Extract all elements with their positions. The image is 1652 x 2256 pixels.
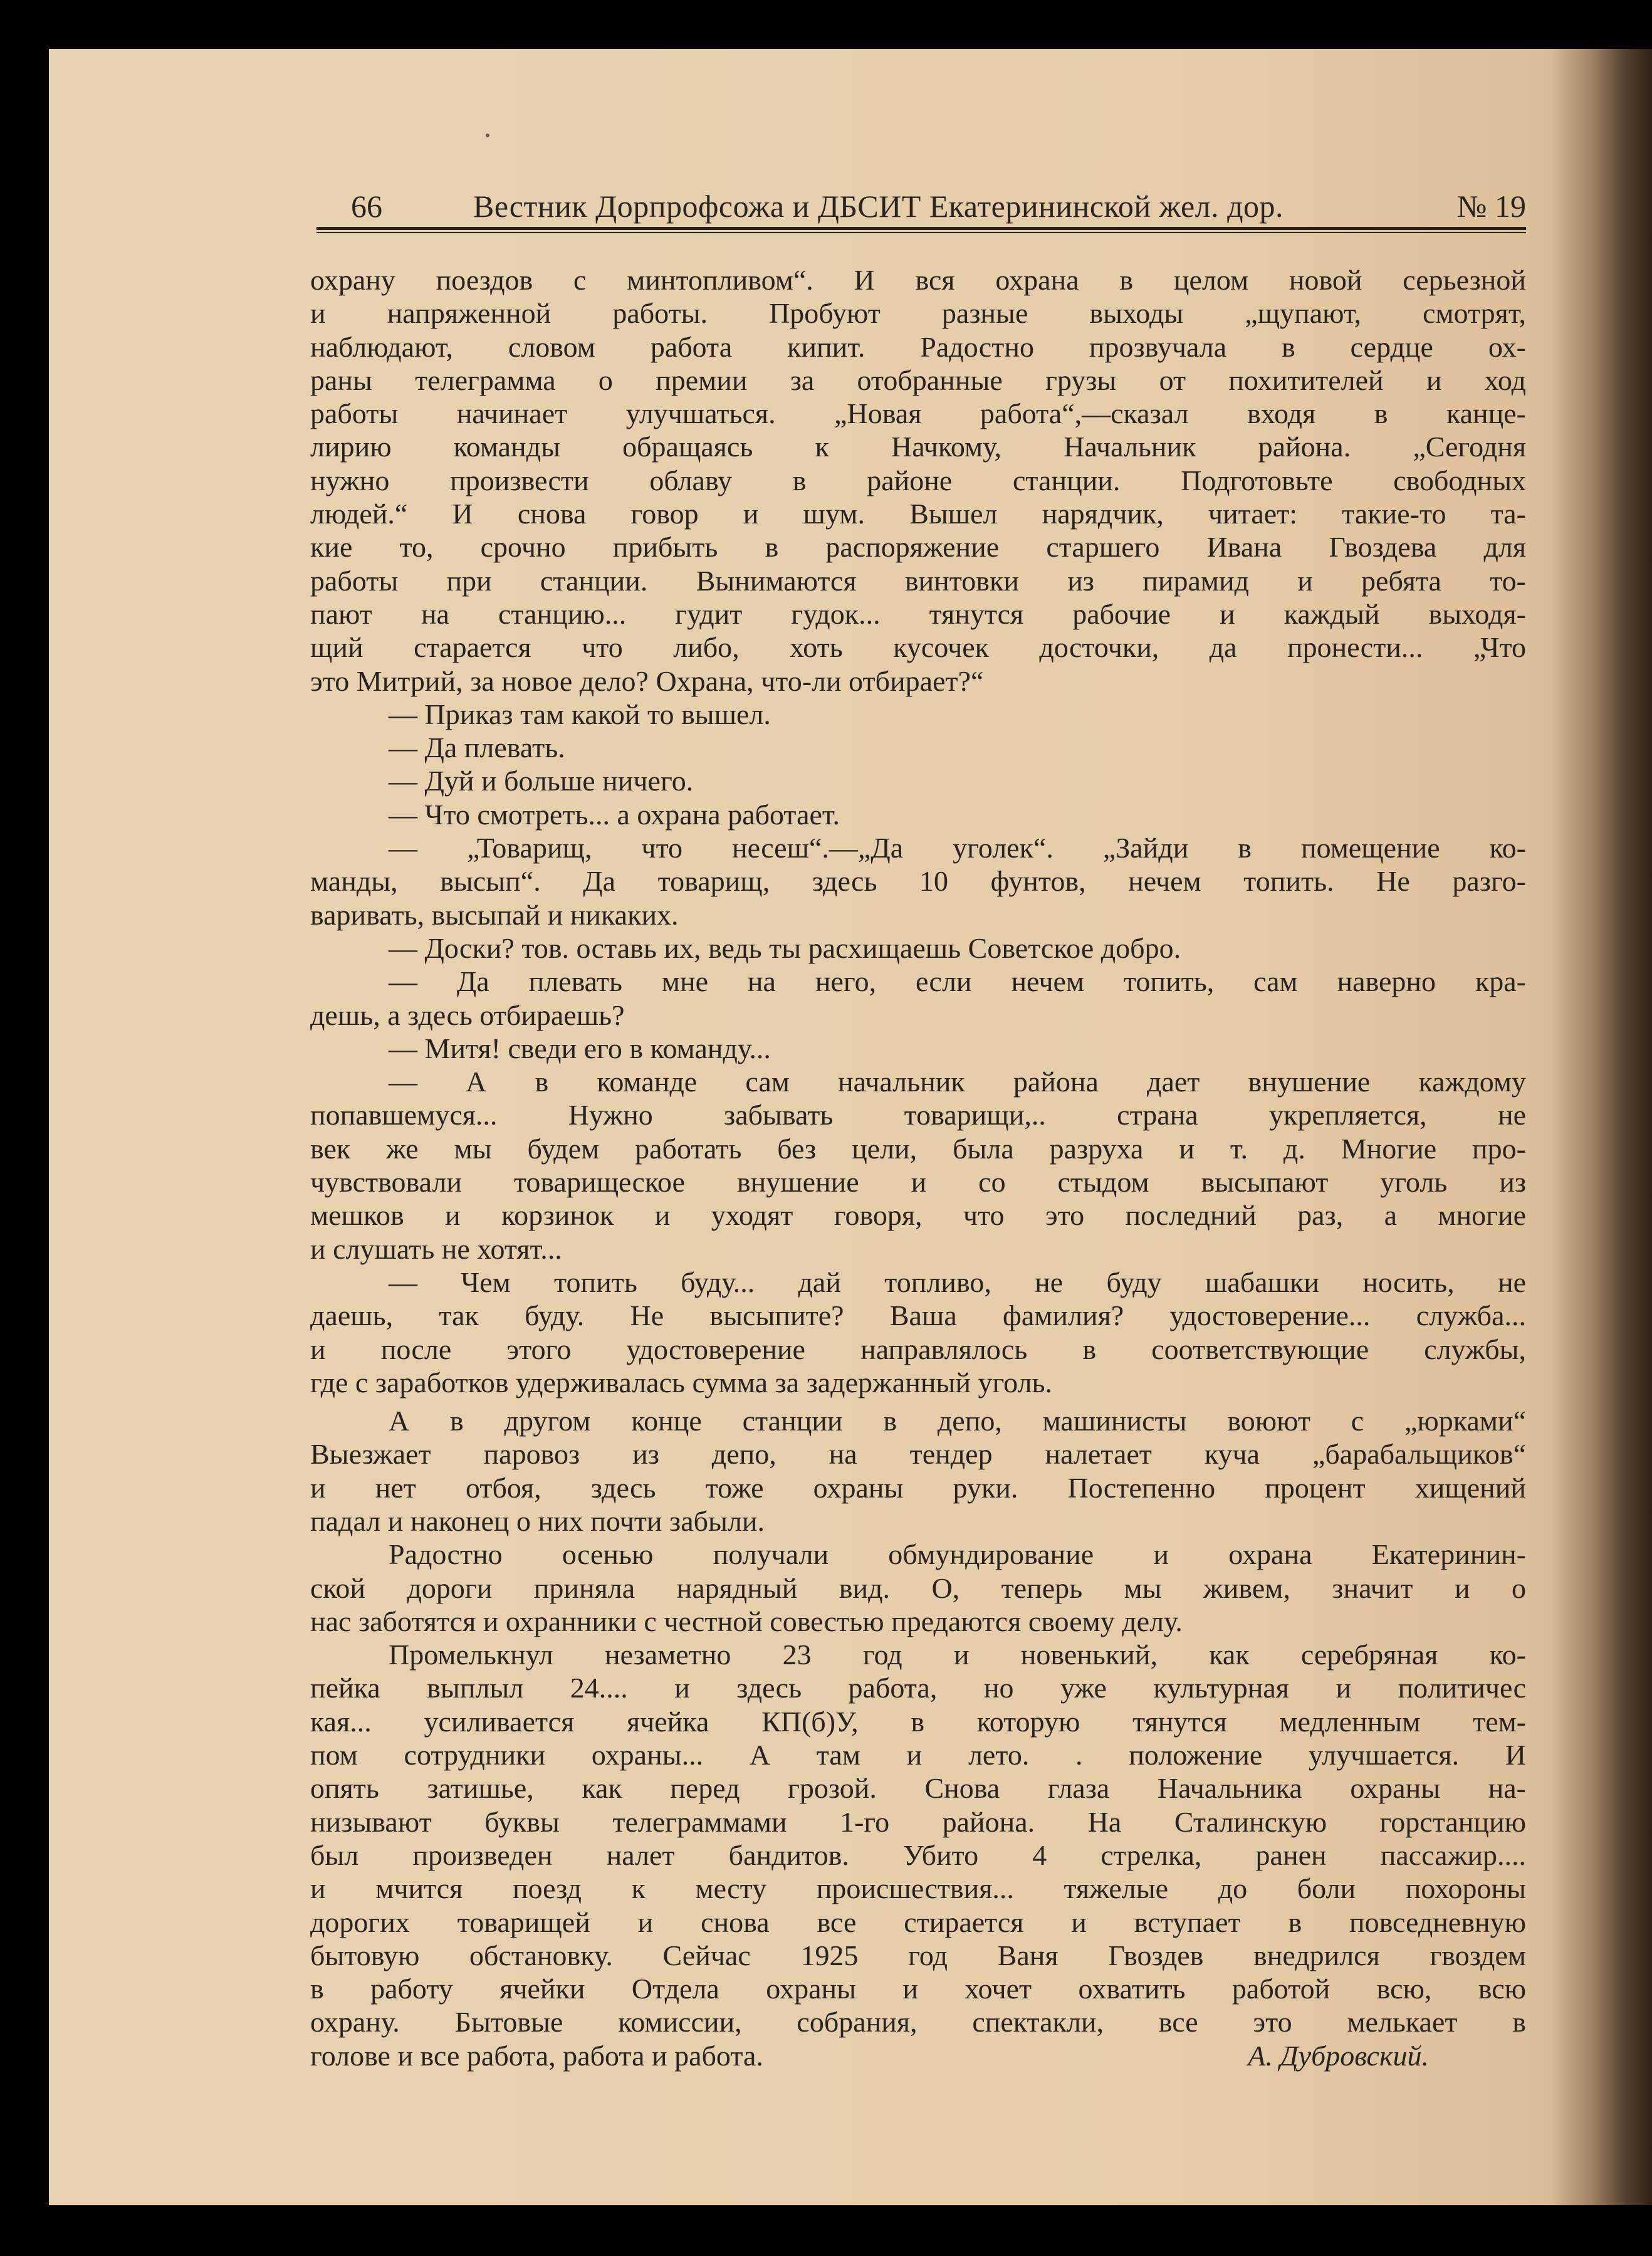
text-line: пейка выплыл 24.... и здесь работа, но уже культурная и политичес (310, 1672, 1526, 1704)
text-line: в работу ячейки Отдела охраны и хочет охватить работой всю, всю (310, 1973, 1526, 2005)
text-line: дешь, а здесь отбираешь? (310, 999, 625, 1031)
dialogue-line: — А в команде сам начальник района дает внушение каждому (389, 1066, 1526, 1098)
text-line: и мчится поезд к месту происшествия... тяжелые до боли похороны (310, 1872, 1526, 1905)
dialogue-line: — Митя! сведи его в команду... (389, 1032, 771, 1064)
text-line: и после этого удостоверение направлялось в соответствующие службы, (310, 1333, 1526, 1365)
text-line: варивать, высыпай и никаких. (310, 898, 679, 931)
issue-number: № 19 (1456, 189, 1526, 224)
paragraph-first-line: Радостно осенью получали обмундирование и охрана Екатеринин- (389, 1538, 1526, 1571)
text-line: голове и все работа, работа и работа. (310, 2039, 763, 2072)
text-line: Выезжает паровоз из депо, на тендер налетает куча „барабальщиков“ (310, 1438, 1526, 1471)
text-line: нас заботятся и охранники с честной совестью предаются своему делу. (310, 1605, 1183, 1637)
dialogue-line: — Приказ там какой то вышел. (389, 698, 771, 730)
ink-speck (486, 134, 489, 137)
dialogue-line: — „Товарищ, что несеш“.—„Да уголек“. „Зайди в помещение ко- (389, 832, 1526, 864)
text-line: был произведен налет бандитов. Убито 4 стрелка, ранен пассажир.... (310, 1839, 1526, 1871)
running-header (316, 188, 1526, 226)
text-line: пом сотрудники охраны... А там и лето. . положение улучшается. И (310, 1739, 1526, 1771)
dialogue-line: — Чем топить буду... дай топливо, не буду шабашки носить, не (389, 1266, 1526, 1298)
text-line: работы при станции. Вынимаются винтовки из пирамид и ребята то- (310, 564, 1526, 597)
text-line: век же мы будем работать без цели, была разруха и т. д. Многие про- (310, 1132, 1526, 1165)
text-line: это Митрий, за новое дело? Охрана, что-ли отбирает?“ (310, 664, 984, 697)
text-line: людей.“ И снова говор и шум. Вышел нарядчик, читает: такие-то та- (310, 498, 1526, 530)
dialogue-line: — Да плевать мне на него, если нечем топить, сам наверно кра- (389, 965, 1526, 998)
text-line: и слушать не хотят... (310, 1232, 562, 1265)
text-line: лирию команды обращаясь к Начкому, Начальник района. „Сегодня (310, 431, 1526, 463)
text-line: охрану поездов с минтопливом“. И вся охрана в целом новой серьезной (310, 264, 1526, 296)
journal-title: Вестник Дорпрофсожа и ДБСИТ Екатерининской жел. дор. (473, 189, 1284, 224)
text-line: охрану. Бытовые комиссии, собрания, спектакли, все это мелькает в (310, 2006, 1526, 2038)
article-body (310, 263, 1526, 2072)
text-line: низывают буквы телеграммами 1-го района. На Сталинскую горстанцию (310, 1805, 1526, 1838)
text-line: пают на станцию... гудит гудок... тянутся рабочие и каждый выходя- (310, 597, 1526, 630)
text-line: попавшемуся... Нужно забывать товарищи,.. страна укрепляется, не (310, 1099, 1526, 1131)
page-number: 66 (351, 189, 382, 224)
author-signature: А. Дубровский. (1248, 2039, 1429, 2072)
paragraph-first-line: Промелькнул незаметно 23 год и новенький, как серебряная ко- (389, 1639, 1526, 1671)
text-line: где с заработков удерживалась сумма за задержанный уголь. (310, 1366, 1053, 1398)
dialogue-line: — Да плевать. (389, 732, 565, 764)
text-line: манды, высып“. Да товарищ, здесь 10 фунтов, нечем топить. Не разго- (310, 865, 1526, 898)
text-line: бытовую обстановку. Сейчас 1925 год Ваня Гвоздев внедрился гвоздем (310, 1939, 1526, 1971)
text-line: опять затишье, как перед грозой. Снова глаза Начальника охраны на- (310, 1772, 1526, 1805)
header-rule (316, 227, 1526, 233)
text-line: нужно произвести облаву в районе станции. Подготовьте свободных (310, 464, 1526, 496)
text-line: ской дороги приняла нарядный вид. О, теперь мы живем, значит и о (310, 1571, 1526, 1604)
text-line: работы начинает улучшаться. „Новая работа“,—сказал входя в канце- (310, 397, 1526, 430)
text-line: щий старается что либо, хоть кусочек досточки, да пронести... „Что (310, 631, 1526, 664)
text-line: раны телеграмма о премии за отобранные грузы от похитителей и ход (310, 364, 1526, 396)
dialogue-line: — Дуй и больше ничего. (389, 765, 694, 797)
dialogue-line: — Что смотреть... а охрана работает. (389, 798, 840, 831)
closing-line (310, 2039, 1526, 2072)
text-line: дорогих товарищей и снова все стирается и вступает в повседневную (310, 1906, 1526, 1938)
text-line: кая... усиливается ячейка КП(б)У, в которую тянутся медленным тем- (310, 1705, 1526, 1738)
text-line: даешь, так буду. Не высыпите? Ваша фамилия? удостоверение... служба... (310, 1299, 1526, 1332)
text-line: мешков и корзинок и уходят говоря, что это последний раз, а многие (310, 1199, 1526, 1232)
book-gutter-shadow (1551, 49, 1652, 2205)
text-line: и нет отбоя, здесь тоже охраны руки. Постепенно процент хищений (310, 1471, 1526, 1504)
text-line: падал и наконец о них почти забыли. (310, 1504, 765, 1537)
text-line: и напряженной работы. Пробуют разные выходы „щупают, смотрят, (310, 297, 1526, 330)
text-line: наблюдают, словом работа кипит. Радостно прозвучала в сердце ох- (310, 330, 1526, 363)
text-line: кие то, срочно прибыть в распоряжение старшего Ивана Гвоздева для (310, 531, 1526, 564)
paragraph-first-line: А в другом конце станции в депо, машинисты воюют с „юрками“ (389, 1405, 1526, 1437)
dialogue-line: — Доски? тов. оставь их, ведь ты расхищаешь Советское добро. (389, 931, 1181, 964)
text-line: чувствовали товарищеское внушение и со стыдом высыпают уголь из (310, 1166, 1526, 1199)
